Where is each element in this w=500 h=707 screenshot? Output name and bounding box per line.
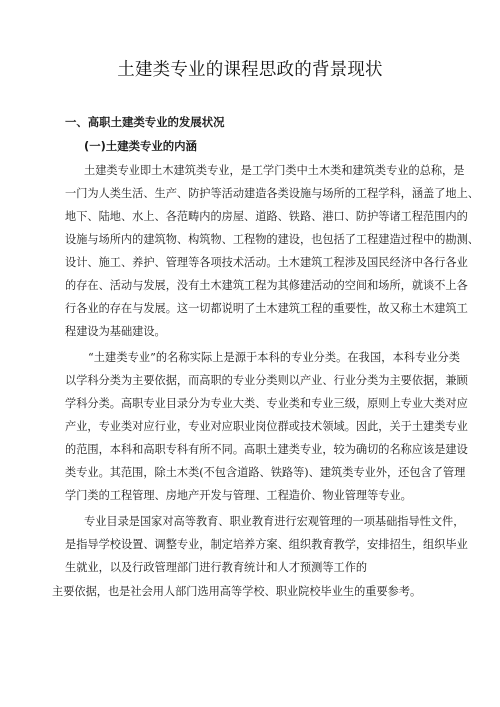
paragraph-line: 地下、陆地、水上、各范畴内的房屋、道路、铁路、港口、防护等诸工程范围内的 <box>65 210 468 223</box>
paragraph-line: 学科分类。高职专业目录分为专业大类、专业类和专业三级，原则上专业大类对应 <box>65 397 468 410</box>
paragraph-line: 专业目录是国家对高等教育、职业教育进行宏观管理的一项基础指导性文件， <box>84 515 465 528</box>
paragraph-line: 行各业的存在与发展。这一切都说明了土木建筑工程的重要性，故又称土木建筑工 <box>65 302 468 315</box>
document-title: 土建类专业的课程思政的背景现状 <box>117 60 383 80</box>
section-heading: 一、高职土建类专业的发展状况 <box>65 115 225 129</box>
paragraph-line: 的范围，本科和高职专科有所不同。高职土建类专业，较为确切的名称应该是建设 <box>65 443 468 456</box>
paragraph-line: 设计、施工、养护、管理等各项技术活动。土木建筑工程涉及国民经济中各行各业 <box>65 256 468 269</box>
paragraph-line: 是指导学校设置、调整专业，制定培养方案、组织教育教学，安排招生，组织毕业 <box>65 538 468 551</box>
paragraph-line: 产业，专业类对应行业，专业对应职业岗位群或技术领域。因此，关于土建类专业 <box>65 420 468 433</box>
subsection-heading: (一)土建类专业的内涵 <box>84 139 197 153</box>
paragraph-line: 的存在、活动与发展，没有土木建筑工程为其修建活动的空间和场所，就谈不上各 <box>65 279 468 292</box>
paragraph-line: 一门为人类生活、生产、防护等活动建造各类设施与场所的工程学科，涵盖了地上、 <box>65 187 479 200</box>
paragraph-line: 以学科分类为主要依据，而高职的专业分类则以产业、行业分类为主要依据，兼顾 <box>65 374 468 387</box>
paragraph-line: 程建设为基础建设。 <box>65 325 166 338</box>
paragraph-line: 土建类专业即土木建筑类专业，是工学门类中土木类和建筑类专业的总称，是 <box>84 164 465 177</box>
paragraph-line: 主要依据，也是社会用人部门选用高等学校、职业院校毕业生的重要参考。 <box>52 585 422 598</box>
paragraph-line: 设施与场所内的建筑物、构筑物、工程物的建设，也包括了工程建造过程中的勘测、 <box>65 233 479 246</box>
paragraph-line: 生就业，以及行政管理部门进行教育统计和人才预测等工作的 <box>65 561 368 574</box>
paragraph-line: 学门类的工程管理、房地产开发与管理、工程造价、物业管理等专业。 <box>65 489 412 502</box>
paragraph-line: “土建类专业”的名称实际上是源于本科的专业分类。在我国，本科专业分类 <box>88 351 460 364</box>
paragraph-line: 类专业。其范围，除土木类(不包含道路、铁路等)、建筑类专业外，还包含了管理 <box>65 466 466 479</box>
